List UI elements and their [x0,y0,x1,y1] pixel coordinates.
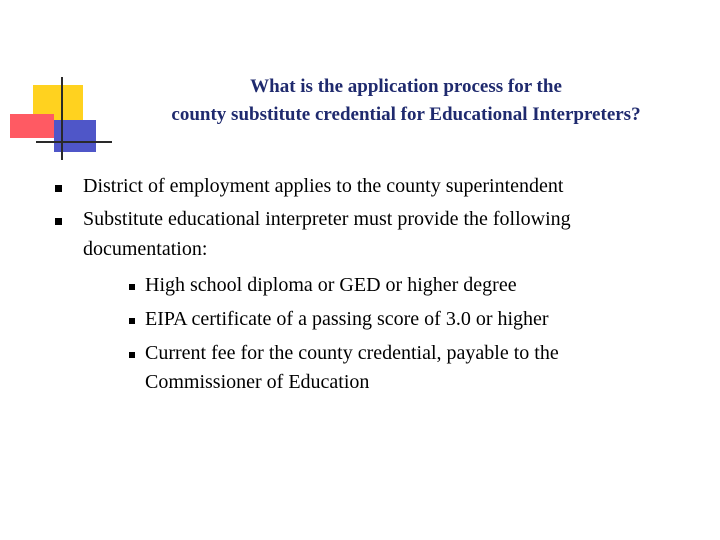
logo-horizontal-line [36,141,112,143]
square-bullet-icon [129,318,135,324]
bullet-item-substitute-line-1: Substitute educational interpreter must provide the following [83,208,571,230]
square-bullet-icon [55,218,62,225]
sub-bullet-diploma: High school diploma or GED or higher degree [145,274,517,296]
square-bullet-icon [129,352,135,358]
slide-title [100,73,712,129]
logo-vertical-line [61,77,63,160]
bullet-item-district: District of employment applies to the county superintendent [83,175,564,197]
square-bullet-icon [129,284,135,290]
sub-bullet-eipa: EIPA certificate of a passing score of 3.0 or higher [145,308,549,330]
square-bullet-icon [55,185,62,192]
title-line-2: county substitute credential for Educational Interpreters? [171,104,641,125]
logo-red-bar [10,114,54,138]
title-line-1: What is the application process for the [250,76,562,97]
bullet-item-substitute-line-2: documentation: [83,238,208,260]
sub-bullet-fee-line-2: Commissioner of Education [145,371,370,393]
sub-bullet-fee-line-1: Current fee for the county credential, payable to the [145,342,559,364]
